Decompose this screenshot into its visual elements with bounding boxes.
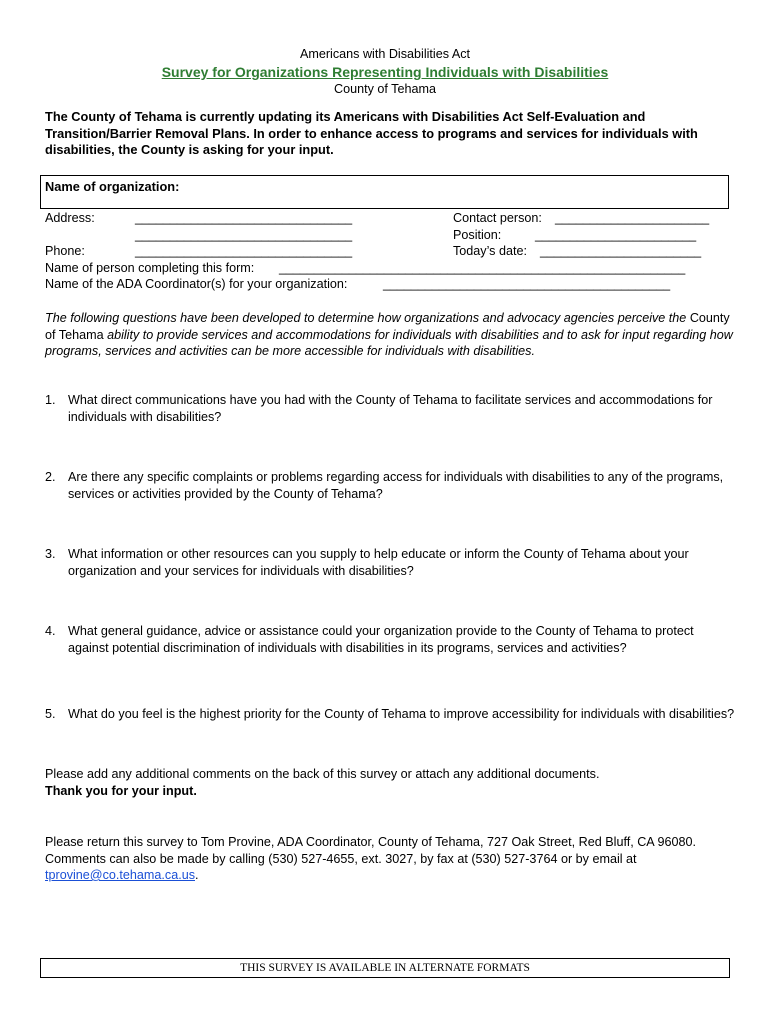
question-number: 3. (45, 547, 56, 561)
position-field[interactable]: _______________________ (535, 228, 697, 242)
ada-coordinator-label: Name of the ADA Coordinator(s) for your organization: (45, 277, 348, 291)
organization-name-box[interactable] (40, 175, 729, 209)
phone-field[interactable]: _______________________________ (135, 244, 353, 258)
question-number: 5. (45, 707, 56, 721)
position-label: Position: (453, 228, 502, 242)
question-5 (45, 706, 735, 723)
return-end: . (195, 868, 199, 882)
survey-title: Survey for Organizations Representing Individuals with Disabilities (161, 64, 609, 80)
question-text: What direct communications have you had with the County of Tehama to facilitate services and accommodations for individuals with disabilities? (68, 393, 713, 424)
question-number: 4. (45, 624, 56, 638)
question-text: What general guidance, advice or assistance could your organization provide to the County of Tehama to protect against potential discrimination of individuals with disabilities in its programs, services and activities? (68, 624, 694, 655)
contact-person-field[interactable]: ______________________ (555, 211, 710, 225)
person-completing-label: Name of person completing this form: (45, 261, 255, 275)
thank-you-note: Thank you for your input. (45, 783, 197, 798)
question-text: What do you feel is the highest priority for the County of Tehama to improve accessibility for individuals with disabilities? (68, 707, 735, 721)
phone-label: Phone: (45, 244, 85, 258)
questions-intro-county: County of Tehama (45, 311, 730, 342)
address-line-1[interactable]: _______________________________ (135, 211, 353, 225)
question-3 (45, 546, 735, 579)
intro-paragraph: The County of Tehama is currently updating its Americans with Disabilities Act Self-Evaluation and Transition/Barrier Removal Plans. In order to enhance access to programs and services for individuals with disabilities, the County is asking for your input. (45, 109, 698, 157)
todays-date-field[interactable]: _______________________ (540, 244, 702, 258)
question-number: 1. (45, 393, 56, 407)
email-link[interactable]: tprovine@co.tehama.ca.us (45, 868, 195, 882)
questions-intro-part2: ability to provide services and accommodations for individuals with disabilities and to ask for input regarding how programs, services and activities can be more accessible for individuals with disabilities. (45, 327, 733, 358)
return-text: Please return this survey to Tom Provine, ADA Coordinator, County of Tehama, 727 Oak Street, Red Bluff, CA 96080. Comments can also be made by calling (530) 527-4655, ext. 3027, by fax at (530) 527-3764 or by email at (45, 835, 697, 866)
ada-coordinator-field[interactable]: _________________________________________ (383, 277, 671, 291)
question-4 (45, 623, 735, 656)
person-completing-field[interactable]: __________________________________________________________ (279, 261, 686, 275)
address-line-2[interactable]: _______________________________ (135, 228, 353, 242)
address-label: Address: (45, 211, 95, 225)
return-instructions (45, 834, 735, 884)
question-2 (45, 469, 735, 502)
additional-comments-note: Please add any additional comments on the back of this survey or attach any additional documents. (45, 767, 600, 781)
question-text: Are there any specific complaints or problems regarding access for individuals with disabilities to any of the programs, services or activities provided by the County of Tehama? (68, 470, 724, 501)
questions-intro (45, 310, 735, 360)
alternate-formats-footer: THIS SURVEY IS AVAILABLE IN ALTERNATE FORMATS (40, 958, 730, 978)
question-text: What information or other resources can you supply to help educate or inform the County of Tehama about your organization and your services for individuals with disabilities? (68, 547, 689, 578)
closing-block (45, 766, 735, 799)
county-subtitle: County of Tehama (334, 82, 436, 96)
question-1 (45, 392, 735, 425)
contact-person-label: Contact person: (453, 211, 542, 225)
question-number: 2. (45, 470, 56, 484)
act-heading: Americans with Disabilities Act (299, 47, 471, 61)
todays-date-label: Today’s date: (453, 244, 527, 258)
questions-intro-part1: The following questions have been developed to determine how organizations and advocacy agencies perceive the (45, 311, 690, 325)
organization-name-label: Name of organization: (45, 179, 180, 194)
